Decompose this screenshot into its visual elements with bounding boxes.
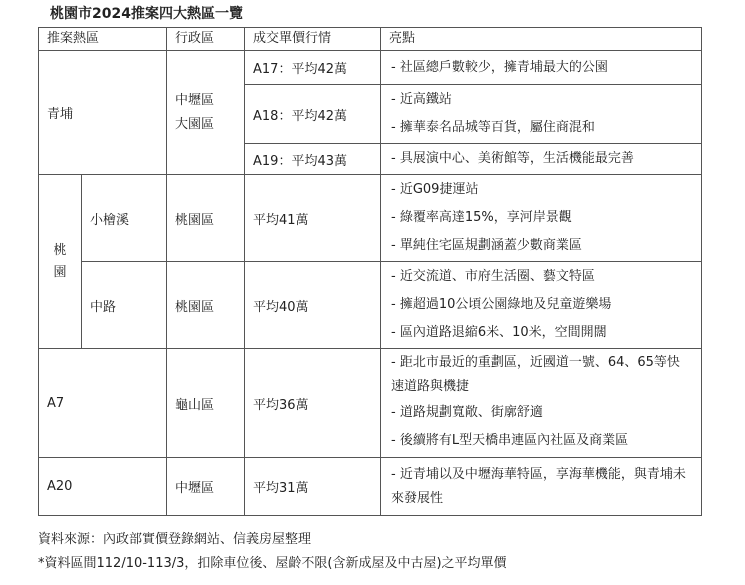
highlight-item: - 近G09捷運站 — [391, 182, 479, 197]
area-zhonglu: 中路 — [82, 262, 167, 349]
header-row — [39, 28, 702, 51]
highlights-a17 — [381, 51, 702, 85]
highlight-item: - 距北市最近的重劃區，近國道一號、64、65等快速道路與機捷 — [391, 355, 680, 394]
page-title: 桃園市2024推案四大熱區一覽 — [50, 6, 243, 22]
area-xiaoguixi: 小檜溪 — [82, 175, 167, 262]
area-a20: A20 — [39, 458, 167, 516]
header-district: 行政區 — [167, 28, 245, 51]
highlights-zhonglu — [381, 262, 702, 349]
group-taoyuan — [39, 175, 82, 349]
price-a7: 平均36萬 — [245, 349, 381, 458]
highlight-item: - 擁華泰名品城等百貨，屬住商混和 — [391, 120, 595, 135]
header-price: 成交單價行情 — [245, 28, 381, 51]
source-note: 資料來源：內政部實價登錄網站、信義房屋整理 — [38, 532, 312, 547]
highlight-item: - 區內道路退縮6米、10米，空間開闊 — [391, 325, 607, 340]
price-a20: 平均31萬 — [245, 458, 381, 516]
header-highlights: 亮點 — [381, 28, 702, 51]
highlight-item: - 社區總戶數較少，擁青埔最大的公園 — [391, 59, 608, 75]
header-area: 推案熱區 — [39, 28, 167, 51]
district-zhonglu: 桃園區 — [167, 262, 245, 349]
highlights-a19 — [381, 144, 702, 175]
district-line: 大園區 — [175, 116, 215, 132]
table-row — [39, 349, 702, 458]
district-line: 中壢區 — [175, 92, 215, 108]
highlight-item: - 近交流道、市府生活圈、藝文特區 — [391, 269, 595, 284]
district-a7: 龜山區 — [167, 349, 245, 458]
highlight-item: - 道路規劃寬敞、街廓舒適 — [391, 405, 543, 420]
highlight-item: - 擁超過10公頃公園綠地及兒童遊樂場 — [391, 297, 612, 312]
highlight-item: - 具展演中心、美術館等，生活機能最完善 — [391, 151, 634, 166]
highlights-a18 — [381, 85, 702, 144]
price-zhonglu: 平均40萬 — [245, 262, 381, 349]
table-row — [39, 458, 702, 516]
highlight-item: - 綠覆率高達15%，享河岸景觀 — [391, 210, 572, 225]
table-row — [39, 175, 702, 262]
highlights-a7 — [381, 349, 702, 458]
price-a18: A18：平均42萬 — [245, 85, 381, 144]
highlights-xiaoguixi — [381, 175, 702, 262]
area-qingpu: 青埔 — [39, 51, 167, 175]
price-xiaoguixi: 平均41萬 — [245, 175, 381, 262]
group-char: 園 — [53, 264, 67, 280]
price-a17: A17：平均42萬 — [245, 51, 381, 85]
highlight-item: - 單純住宅區規劃涵蓋少數商業區 — [391, 238, 582, 253]
period-note: *資料區間112/10-113/3，扣除車位後、屋齡不限(含新成屋及中古屋)之平均單價 — [38, 556, 507, 571]
footnotes — [38, 528, 507, 576]
table-row — [39, 51, 702, 85]
highlight-item: - 後續將有L型天橋串連區內社區及商業區 — [391, 433, 629, 448]
group-char: 桃 — [53, 242, 67, 258]
highlight-item: - 近高鐵站 — [391, 92, 452, 107]
district-qingpu — [167, 51, 245, 175]
area-a7: A7 — [39, 349, 167, 458]
price-a19: A19：平均43萬 — [245, 144, 381, 175]
district-xiaoguixi: 桃園區 — [167, 175, 245, 262]
table-row — [39, 262, 702, 349]
district-a20: 中壢區 — [167, 458, 245, 516]
hot-zones-table — [38, 27, 702, 516]
highlights-a20 — [381, 458, 702, 516]
highlight-item: - 近青埔以及中壢海華特區，享海華機能，與青埔未來發展性 — [391, 466, 686, 506]
